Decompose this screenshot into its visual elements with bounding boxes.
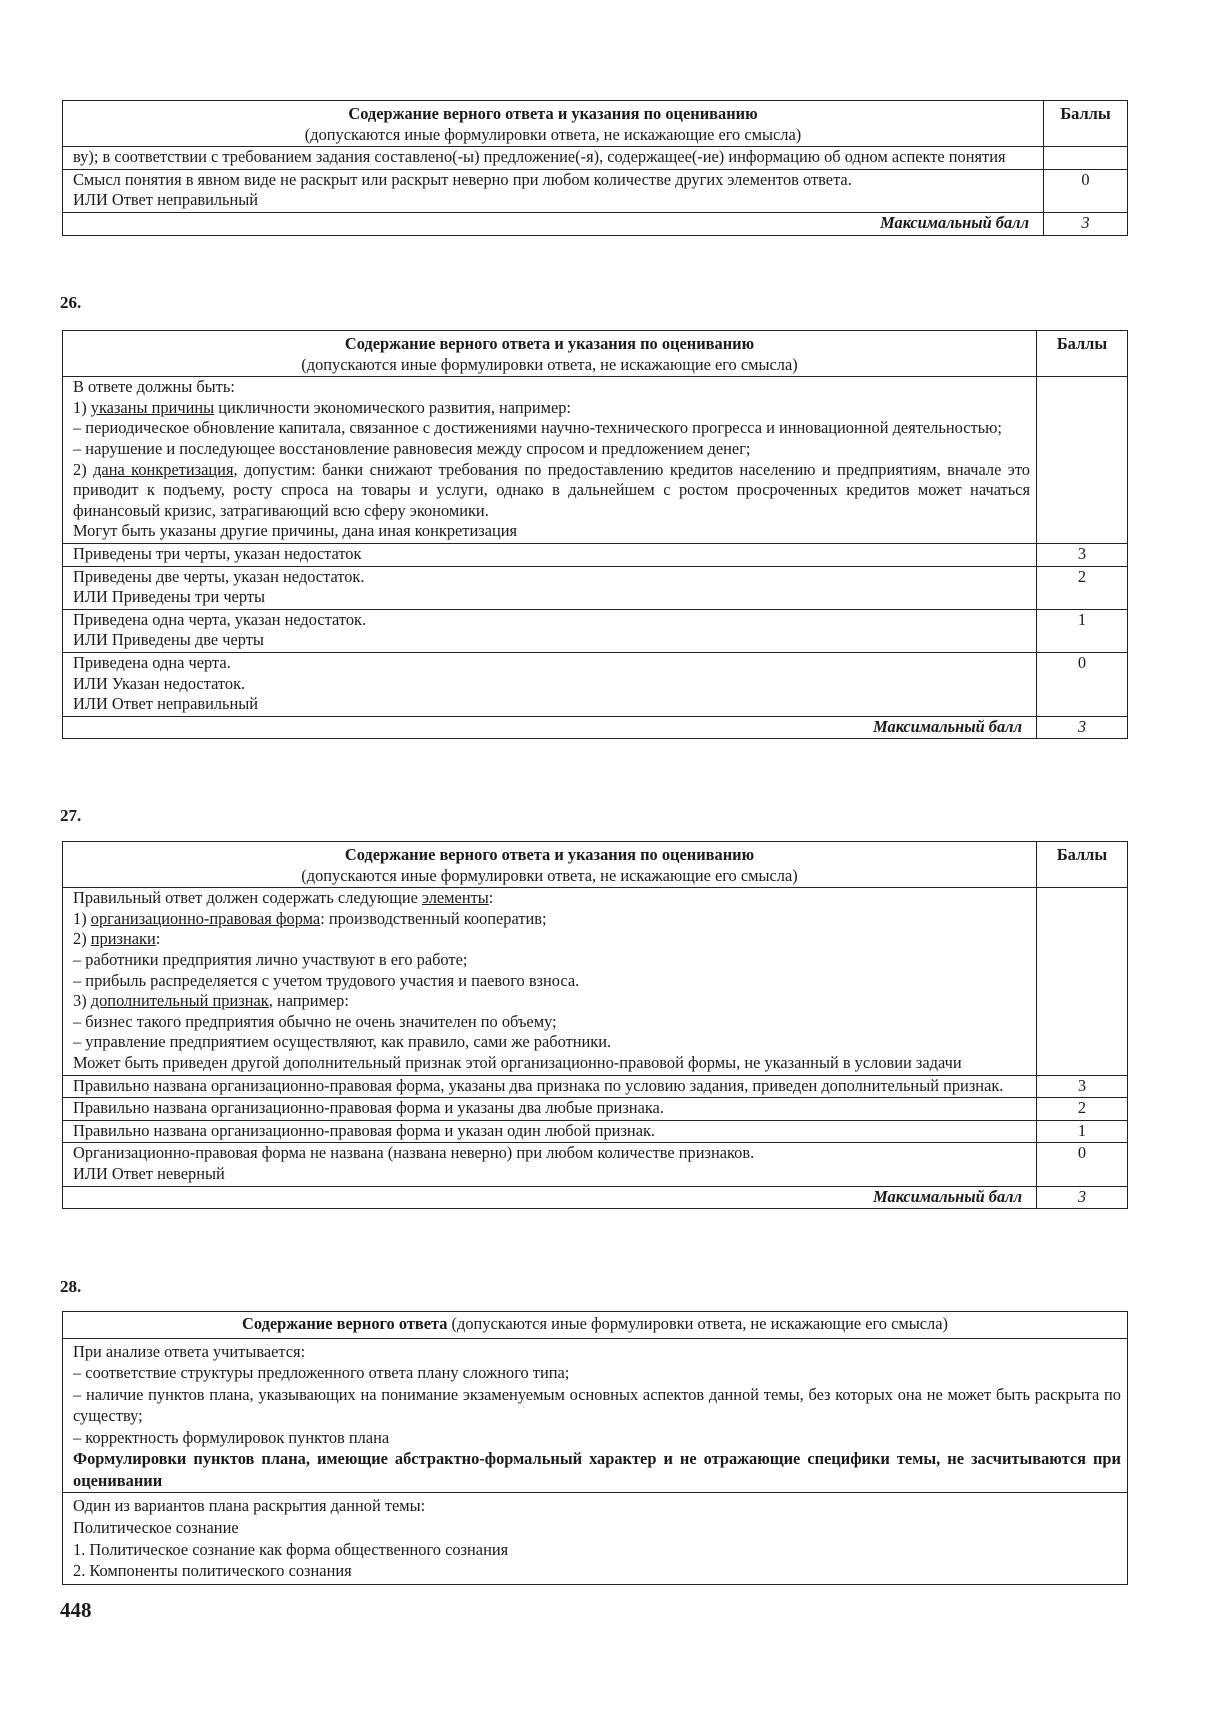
criteria-text: ИЛИ Ответ неправильный <box>73 190 259 210</box>
underlined-term: дана конкретизация <box>93 459 234 479</box>
underlined-term: указаны причины <box>90 397 215 417</box>
criteria-cell <box>63 888 1037 1075</box>
text-suffix: : <box>155 929 161 949</box>
text-suffix: цикличности экономического развития, например: <box>214 397 571 417</box>
criteria-text: ИЛИ Ответ неправильный <box>73 694 259 714</box>
underlined-term: организационно-правовая форма <box>90 908 321 928</box>
criteria-line: При анализе ответа учитывается: <box>73 1341 306 1361</box>
criteria-text: Правильно названа организационно-правовая форма и указан один любой признак. <box>73 1120 656 1140</box>
score-cell: 1 <box>1037 609 1128 652</box>
criteria-cell <box>63 1143 1037 1186</box>
criteria-cell <box>63 1338 1128 1493</box>
page-number: 448 <box>60 1598 92 1622</box>
table-row <box>63 566 1128 609</box>
criteria-cell <box>63 609 1037 652</box>
table-row <box>63 1075 1128 1098</box>
criteria-text: ИЛИ Приведены две черты <box>73 630 264 650</box>
criteria-cell <box>63 169 1044 212</box>
table-header <box>63 101 1044 147</box>
max-score-label: Максимальный балл <box>63 716 1037 739</box>
score-cell: 3 <box>1037 1075 1128 1098</box>
plan-line: 2. Компоненты политического сознания <box>73 1561 352 1581</box>
criteria-note: Формулировки пунктов плана, имеющие абстрактно-формальный характер и не отражающие специфики темы, не засчитываются при оценивании <box>73 1449 1121 1490</box>
header-title: Содержание верного ответа и указания по оцениванию <box>344 845 755 864</box>
criteria-text: – прибыль распределяется с учетом трудового участия и паевого взноса. <box>73 970 580 990</box>
text-prefix: 3) <box>73 991 91 1011</box>
criteria-text: – бизнес такого предприятия обычно не очень значителен по объему; <box>73 1011 557 1031</box>
criteria-text: ИЛИ Приведены три черты <box>73 587 265 607</box>
table-header <box>63 1312 1128 1339</box>
header-title: Содержание верного ответа и указания по оцениванию <box>344 334 755 353</box>
criteria-text: Приведены три черты, указан недостаток <box>73 543 362 563</box>
criteria-text: Приведены две черты, указан недостаток. <box>73 566 365 586</box>
criteria-text: Могут быть указаны другие причины, дана иная конкретизация <box>73 521 518 541</box>
criteria-text: В ответе должны быть: <box>73 377 235 397</box>
text-suffix: : <box>488 888 494 908</box>
criteria-text <box>73 460 1030 522</box>
score-cell: 0 <box>1037 652 1128 716</box>
header-subtitle: (допускаются иные формулировки ответа, не искажающие его смысла) <box>301 865 798 885</box>
header-subtitle: (допускаются иные формулировки ответа, не искажающие его смысла) <box>304 124 802 144</box>
criteria-text: – нарушение и последующее восстановление равновесия между спросом и предложением денег; <box>73 438 751 458</box>
score-cell: 3 <box>1037 543 1128 566</box>
max-score-value: 3 <box>1044 212 1128 235</box>
score-cell <box>1037 888 1128 1075</box>
table-header <box>63 842 1037 888</box>
max-score-label: Максимальный балл <box>63 1186 1037 1209</box>
score-cell <box>1037 377 1128 544</box>
table-row <box>63 377 1128 544</box>
criteria-cell <box>63 1098 1037 1121</box>
criteria-text: – периодическое обновление капитала, связанное с достижениями научно-технического прогресса и инновационной деятельностью; <box>73 418 1002 438</box>
text-suffix: , допустим: банки снижают требования по предоставлению кредитов населению и предприятиям, вначале это приводит к подъему, росту спроса на товары и услуги, однако в дальнейшем с ростом просроченных кредитов может начаться финансовый кризис, затрагивающий всю сферу экономики. <box>73 459 1030 520</box>
criteria-text: Может быть приведен другой дополнительный признак этой организационно-правовой формы, не указанный в условии задачи <box>73 1052 962 1072</box>
task-number-27: 27. <box>60 806 82 825</box>
text-suffix: : производственный кооператив; <box>320 908 547 928</box>
plan-line: Один из вариантов плана раскрытия данной темы: <box>73 1496 426 1516</box>
table-row <box>63 888 1128 1075</box>
underlined-term: элементы <box>421 888 489 908</box>
criteria-text: ву); в соответствии с требованием задания составлено(-ы) предложение(-я), содержащее(-ие) информацию об одном аспекте понятия <box>73 147 1006 167</box>
table-row <box>63 543 1128 566</box>
criteria-text <box>73 398 1030 419</box>
score-cell: 0 <box>1044 169 1128 212</box>
criteria-text: Организационно-правовая форма не названа (названа неверно) при любом количестве признаков. <box>73 1143 755 1163</box>
score-cell <box>1044 147 1128 170</box>
table-row <box>63 652 1128 716</box>
plan-line: 1. Политическое сознание как форма общественного сознания <box>73 1539 509 1559</box>
criteria-cell <box>63 652 1037 716</box>
criteria-line: – соответствие структуры предложенного ответа плану сложного типа; <box>73 1363 570 1383</box>
criteria-cell <box>63 1120 1037 1143</box>
table-row <box>63 609 1128 652</box>
header-rest: (допускаются иные формулировки ответа, не искажающие его смысла) <box>447 1314 948 1333</box>
criteria-text: Смысл понятия в явном виде не раскрыт или раскрыт неверно при любом количестве других элементов ответа. <box>73 169 852 189</box>
text-prefix: 2) <box>73 929 91 949</box>
text-prefix: 1) <box>73 908 91 928</box>
score-cell: 0 <box>1037 1143 1128 1186</box>
criteria-text: ИЛИ Указан недостаток. <box>73 673 246 693</box>
scoring-table <box>62 100 1128 236</box>
scoring-table <box>62 841 1128 1209</box>
text-prefix: 1) <box>73 397 91 417</box>
score-column-header: Баллы <box>1060 104 1111 123</box>
criteria-text: – управление предприятием осуществляют, как правило, сами же работники. <box>73 1032 612 1052</box>
criteria-text <box>73 888 1030 909</box>
table-row <box>63 147 1128 170</box>
max-score-value: 3 <box>1037 1186 1128 1209</box>
score-column-header: Баллы <box>1056 334 1108 353</box>
criteria-line: – корректность формулировок пунктов плана <box>73 1427 390 1447</box>
score-cell: 2 <box>1037 566 1128 609</box>
table-row <box>63 1098 1128 1121</box>
text-suffix: , например: <box>268 991 349 1011</box>
table-header <box>63 331 1037 377</box>
criteria-text: – работники предприятия лично участвуют в его работе; <box>73 949 468 969</box>
criteria-line: – наличие пунктов плана, указывающих на понимание экзаменуемым основных аспектов данной темы, без которых она не может быть раскрыта по существу; <box>73 1384 1121 1426</box>
criteria-text: ИЛИ Ответ неверный <box>73 1163 225 1183</box>
underlined-term: признаки <box>90 929 156 949</box>
table-row <box>63 1143 1128 1186</box>
criteria-cell <box>63 1075 1037 1098</box>
criteria-cell <box>63 377 1037 544</box>
text-prefix: 2) <box>73 459 94 479</box>
criteria-text <box>73 909 1030 930</box>
table-row <box>63 169 1128 212</box>
underlined-term: дополнительный признак <box>90 991 269 1011</box>
criteria-text: Приведена одна черта. <box>73 652 231 672</box>
criteria-text: Правильно названа организационно-правовая форма, указаны два признака по условию задания, приведен дополнительный признак. <box>73 1075 1004 1095</box>
criteria-text: Правильно названа организационно-правовая форма и указаны два любые признака. <box>73 1098 664 1118</box>
task-number-28: 28. <box>60 1277 82 1296</box>
criteria-cell <box>63 543 1037 566</box>
score-column-header: Баллы <box>1056 845 1108 864</box>
max-score-value: 3 <box>1037 716 1128 739</box>
criteria-cell <box>63 566 1037 609</box>
plan-cell <box>63 1493 1128 1585</box>
task-28-table <box>62 1311 1128 1585</box>
criteria-text: Приведена одна черта, указан недостаток. <box>73 609 367 629</box>
plan-line: Политическое сознание <box>73 1517 239 1537</box>
task-number-26: 26. <box>60 293 82 312</box>
header-subtitle: (допускаются иные формулировки ответа, не искажающие его смысла) <box>301 354 798 374</box>
criteria-text <box>73 929 1030 950</box>
table-row <box>63 1120 1128 1143</box>
criteria-text <box>73 991 1030 1012</box>
score-cell: 1 <box>1037 1120 1128 1143</box>
scoring-table <box>62 330 1128 739</box>
max-score-label: Максимальный балл <box>63 212 1044 235</box>
header-title: Содержание верного ответа и указания по оцениванию <box>348 104 758 123</box>
text-prefix: Правильный ответ должен содержать следующие <box>73 888 422 908</box>
score-cell: 2 <box>1037 1098 1128 1121</box>
header-bold: Содержание верного ответа <box>242 1314 448 1333</box>
criteria-cell <box>63 147 1044 170</box>
